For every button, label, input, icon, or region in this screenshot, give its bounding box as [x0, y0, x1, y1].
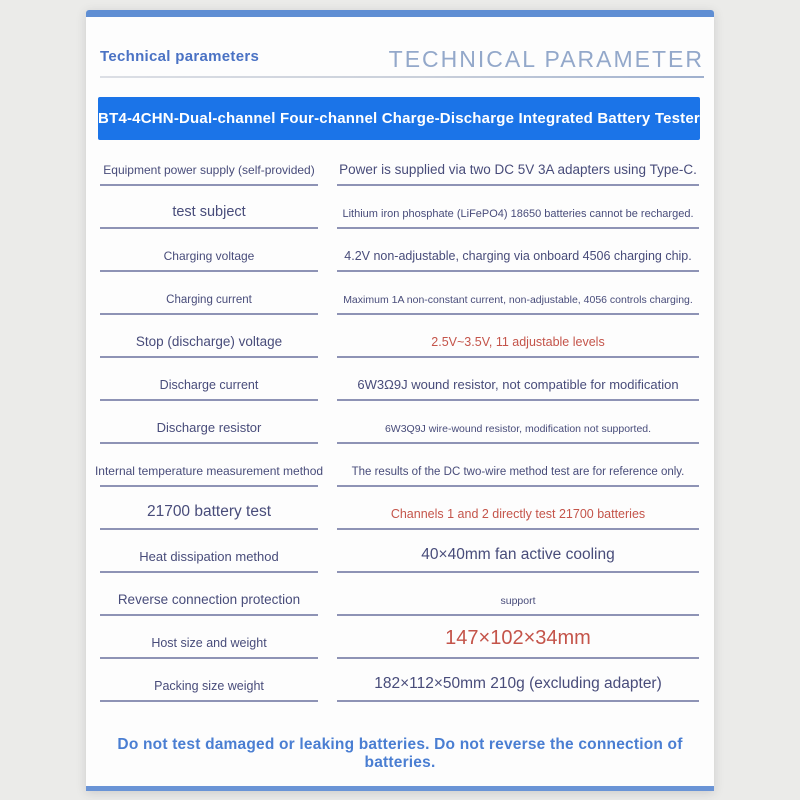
header	[100, 46, 704, 75]
spec-value: Maximum 1A non-constant current, non-adjustable, 4056 controls charging.	[337, 272, 699, 315]
spec-label: Discharge resistor	[100, 401, 318, 444]
spec-label: Reverse connection protection	[100, 573, 318, 616]
table-row	[86, 659, 714, 702]
table-row	[86, 530, 714, 573]
spec-value: 2.5V~3.5V, 11 adjustable levels	[337, 315, 699, 358]
spec-sheet-card	[86, 10, 714, 791]
table-row	[86, 143, 714, 186]
page-title: Technical parameters	[100, 48, 260, 65]
table-row	[86, 444, 714, 487]
spec-value: The results of the DC two-wire method test are for reference only.	[337, 444, 699, 487]
spec-label: Discharge current	[100, 358, 318, 401]
spec-label: test subject	[100, 186, 318, 229]
spec-value: support	[337, 573, 699, 616]
spec-value: Power is supplied via two DC 5V 3A adapters using Type-C.	[337, 143, 699, 186]
spec-value: Lithium iron phosphate (LiFePO4) 18650 batteries cannot be recharged.	[337, 186, 699, 229]
spec-label: Stop (discharge) voltage	[100, 315, 318, 358]
spec-label: Charging current	[100, 272, 318, 315]
spec-value: Channels 1 and 2 directly test 21700 batteries	[337, 487, 699, 530]
watermark-title: TECHNICAL PARAMETER	[388, 46, 704, 72]
spec-value: 147×102×34mm	[337, 616, 699, 659]
spec-value: 6W3Ω9J wound resistor, not compatible for modification	[337, 358, 699, 401]
spec-value: 4.2V non-adjustable, charging via onboard 4506 charging chip.	[337, 229, 699, 272]
header-divider	[100, 76, 704, 78]
table-row	[86, 358, 714, 401]
table-row	[86, 315, 714, 358]
spec-label: 21700 battery test	[100, 487, 318, 530]
spec-label: Charging voltage	[100, 229, 318, 272]
spec-value: 182×112×50mm 210g (excluding adapter)	[337, 659, 699, 702]
table-row	[86, 272, 714, 315]
spec-label: Equipment power supply (self-provided)	[100, 143, 318, 186]
table-row	[86, 573, 714, 616]
warning-text: Do not test damaged or leaking batteries. Do not reverse the connection of batteries.	[117, 736, 683, 771]
table-row	[86, 616, 714, 659]
spec-label: Host size and weight	[100, 616, 318, 659]
table-row	[86, 401, 714, 444]
table-row	[86, 487, 714, 530]
product-banner-title: BT4-4CHN-Dual-channel Four-channel Charge-Discharge Integrated Battery Tester	[98, 110, 700, 127]
spec-label: Heat dissipation method	[100, 530, 318, 573]
spec-value: 40×40mm fan active cooling	[337, 530, 699, 573]
bottom-accent-bar	[86, 786, 714, 791]
table-row	[86, 229, 714, 272]
product-banner	[98, 97, 700, 140]
spec-label: Internal temperature measurement method	[100, 444, 318, 487]
top-accent-bar	[86, 10, 714, 17]
spec-table	[86, 143, 714, 702]
table-row	[86, 186, 714, 229]
spec-label: Packing size weight	[100, 659, 318, 702]
spec-value: 6W3Q9J wire-wound resistor, modification not supported.	[337, 401, 699, 444]
